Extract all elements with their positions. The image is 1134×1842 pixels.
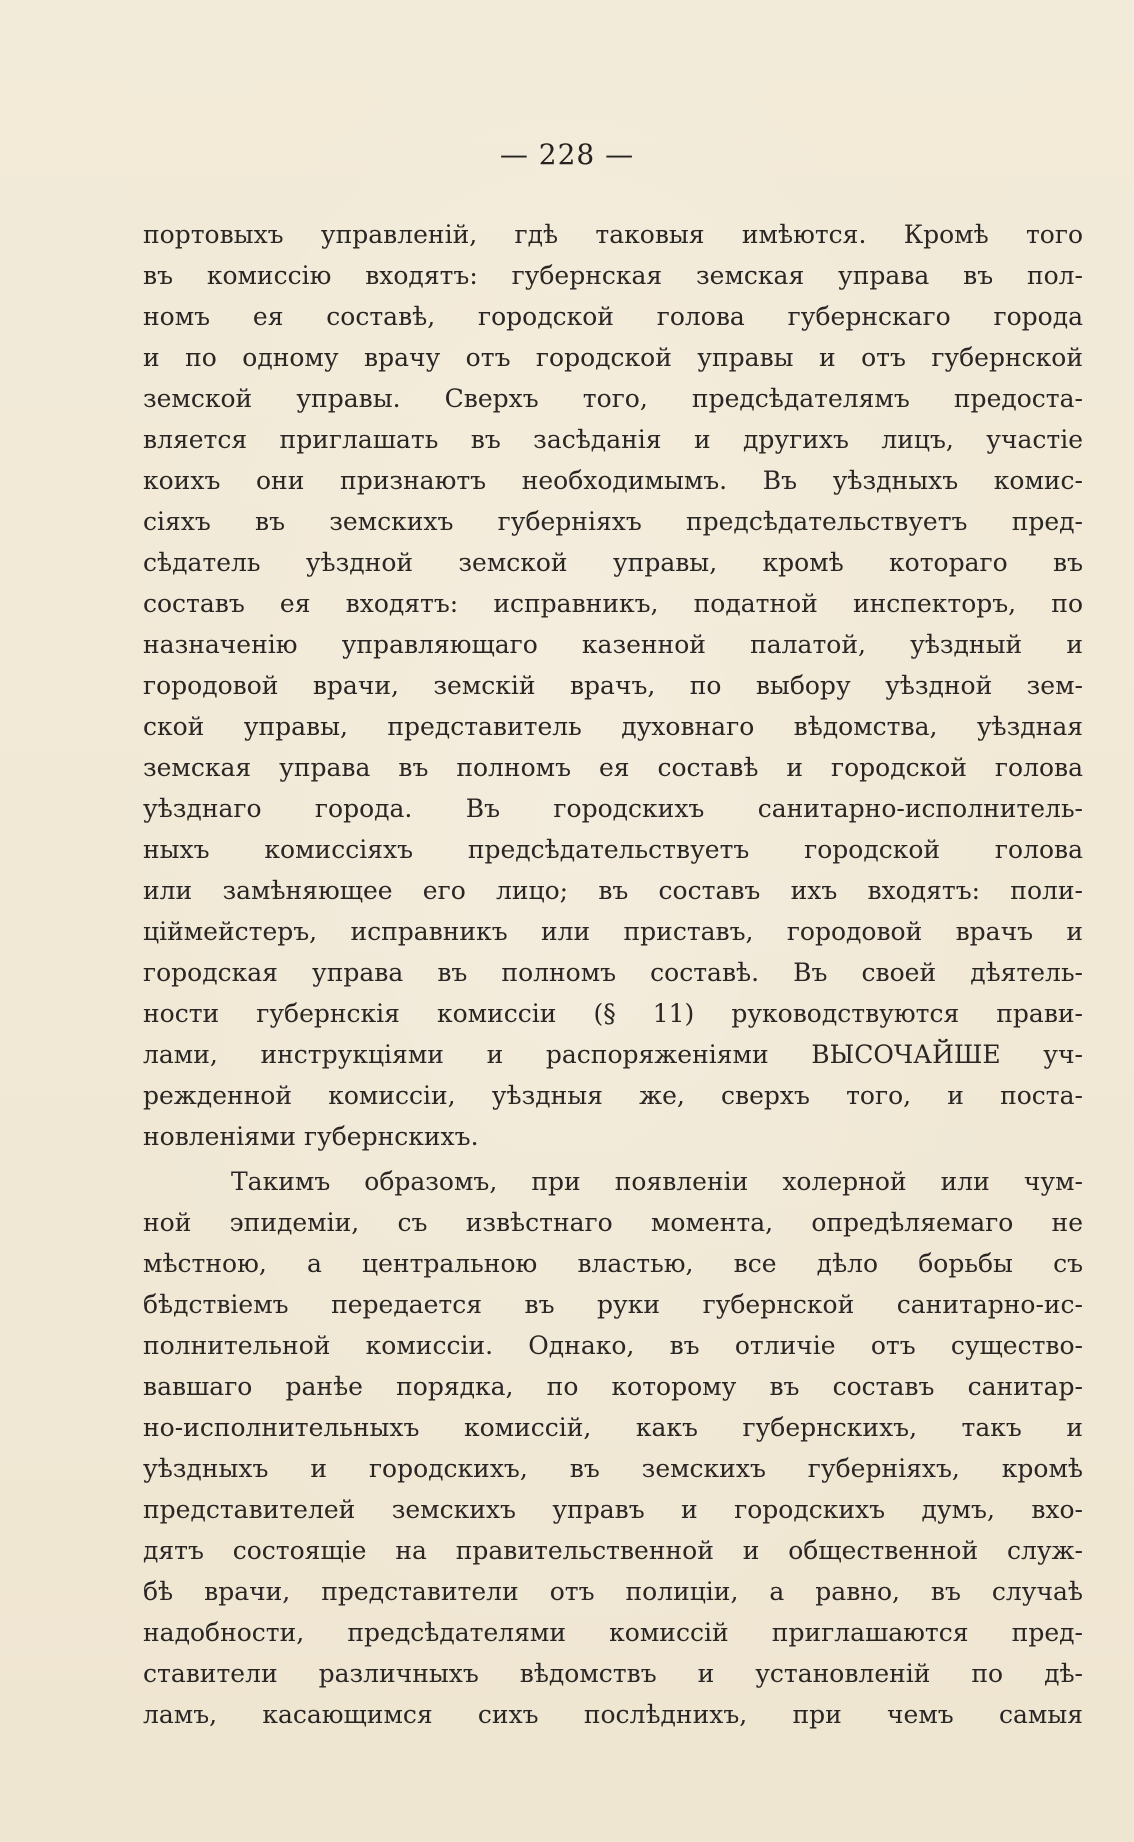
text-line: представителей земскихъ управъ и городскихъ думъ, вхо- (143, 1495, 1083, 1524)
text-line: ціймейстеръ, исправникъ или приставъ, городовой врачъ и (143, 917, 1083, 946)
text-line: земской управы. Сверхъ того, предсѣдателямъ предоста- (143, 384, 1083, 413)
text-line: но-исполнительныхъ комиссій, какъ губернскихъ, такъ и (143, 1413, 1083, 1442)
text-line: полнительной комиссіи. Однако, въ отличіе отъ существо- (143, 1331, 1083, 1360)
text-line: и по одному врачу отъ городской управы и отъ губернской (143, 343, 1083, 372)
page-number: — 228 — (499, 138, 635, 171)
text-line: вляется приглашать въ засѣданія и другихъ лицъ, участіе (143, 425, 1083, 454)
text-line: ныхъ комиссіяхъ предсѣдательствуетъ городской голова (143, 835, 1083, 864)
text-line: бѣдствіемъ передается въ руки губернской санитарно-ис- (143, 1290, 1083, 1319)
text-line: дятъ состоящіе на правительственной и общественной служ- (143, 1536, 1083, 1565)
text-line: городовой врачи, земскій врачъ, по выбору уѣздной зем- (143, 671, 1083, 700)
text-line: мѣстною, а центральною властью, все дѣло борьбы съ (143, 1249, 1083, 1278)
text-line: коихъ они признаютъ необходимымъ. Въ уѣздныхъ комис- (143, 466, 1083, 495)
text-line: назначенію управляющаго казенной палатой, уѣздный и (143, 630, 1083, 659)
text-line: ставители различныхъ вѣдомствъ и установленій по дѣ- (143, 1659, 1083, 1688)
text-line: уѣздныхъ и городскихъ, въ земскихъ губерніяхъ, кромѣ (143, 1454, 1083, 1483)
text-line: портовыхъ управленій, гдѣ таковыя имѣются. Кромѣ того (143, 220, 1083, 249)
text-line: вавшаго ранѣе порядка, по которому въ составъ санитар- (143, 1372, 1083, 1401)
text-line: сѣдатель уѣздной земской управы, кромѣ котораго въ (143, 548, 1083, 577)
text-line: ской управы, представитель духовнаго вѣдомства, уѣздная (143, 712, 1083, 741)
text-line: составъ ея входятъ: исправникъ, податной инспекторъ, по (143, 589, 1083, 618)
text-line: новленіями губернскихъ. (143, 1122, 479, 1151)
text-line: ности губернскія комиссіи (§ 11) руководствуются прави- (143, 999, 1083, 1028)
text-line: номъ ея составѣ, городской голова губернскаго города (143, 302, 1083, 331)
paragraph-1 (143, 214, 1083, 1157)
text-line: надобности, предсѣдателями комиссій приглашаются пред- (143, 1618, 1083, 1647)
text-line: режденной комиссіи, уѣздныя же, сверхъ того, и поста- (143, 1081, 1083, 1110)
text-line: земская управа въ полномъ ея составѣ и городской голова (143, 753, 1083, 782)
text-line: лами, инструкціями и распоряженіями ВЫСОЧАЙШЕ уч- (143, 1040, 1083, 1069)
text-line: сіяхъ въ земскихъ губерніяхъ предсѣдательствуетъ пред- (143, 507, 1083, 536)
text-line: Такимъ образомъ, при появленіи холерной или чум- (231, 1167, 1083, 1196)
text-line: въ комиссію входятъ: губернская земская управа въ пол- (143, 261, 1083, 290)
text-line: городская управа въ полномъ составѣ. Въ своей дѣятель- (143, 958, 1083, 987)
paragraph-2 (143, 1161, 1083, 1735)
text-line: бѣ врачи, представители отъ полиціи, а равно, въ случаѣ (143, 1577, 1083, 1606)
text-line: ламъ, касающимся сихъ послѣднихъ, при чемъ самыя (143, 1700, 1083, 1729)
text-line: ной эпидеміи, съ извѣстнаго момента, опредѣляемаго не (143, 1208, 1083, 1237)
text-line: уѣзднаго города. Въ городскихъ санитарно-исполнитель- (143, 794, 1083, 823)
text-line: или замѣняющее его лицо; въ составъ ихъ входятъ: поли- (143, 876, 1083, 905)
